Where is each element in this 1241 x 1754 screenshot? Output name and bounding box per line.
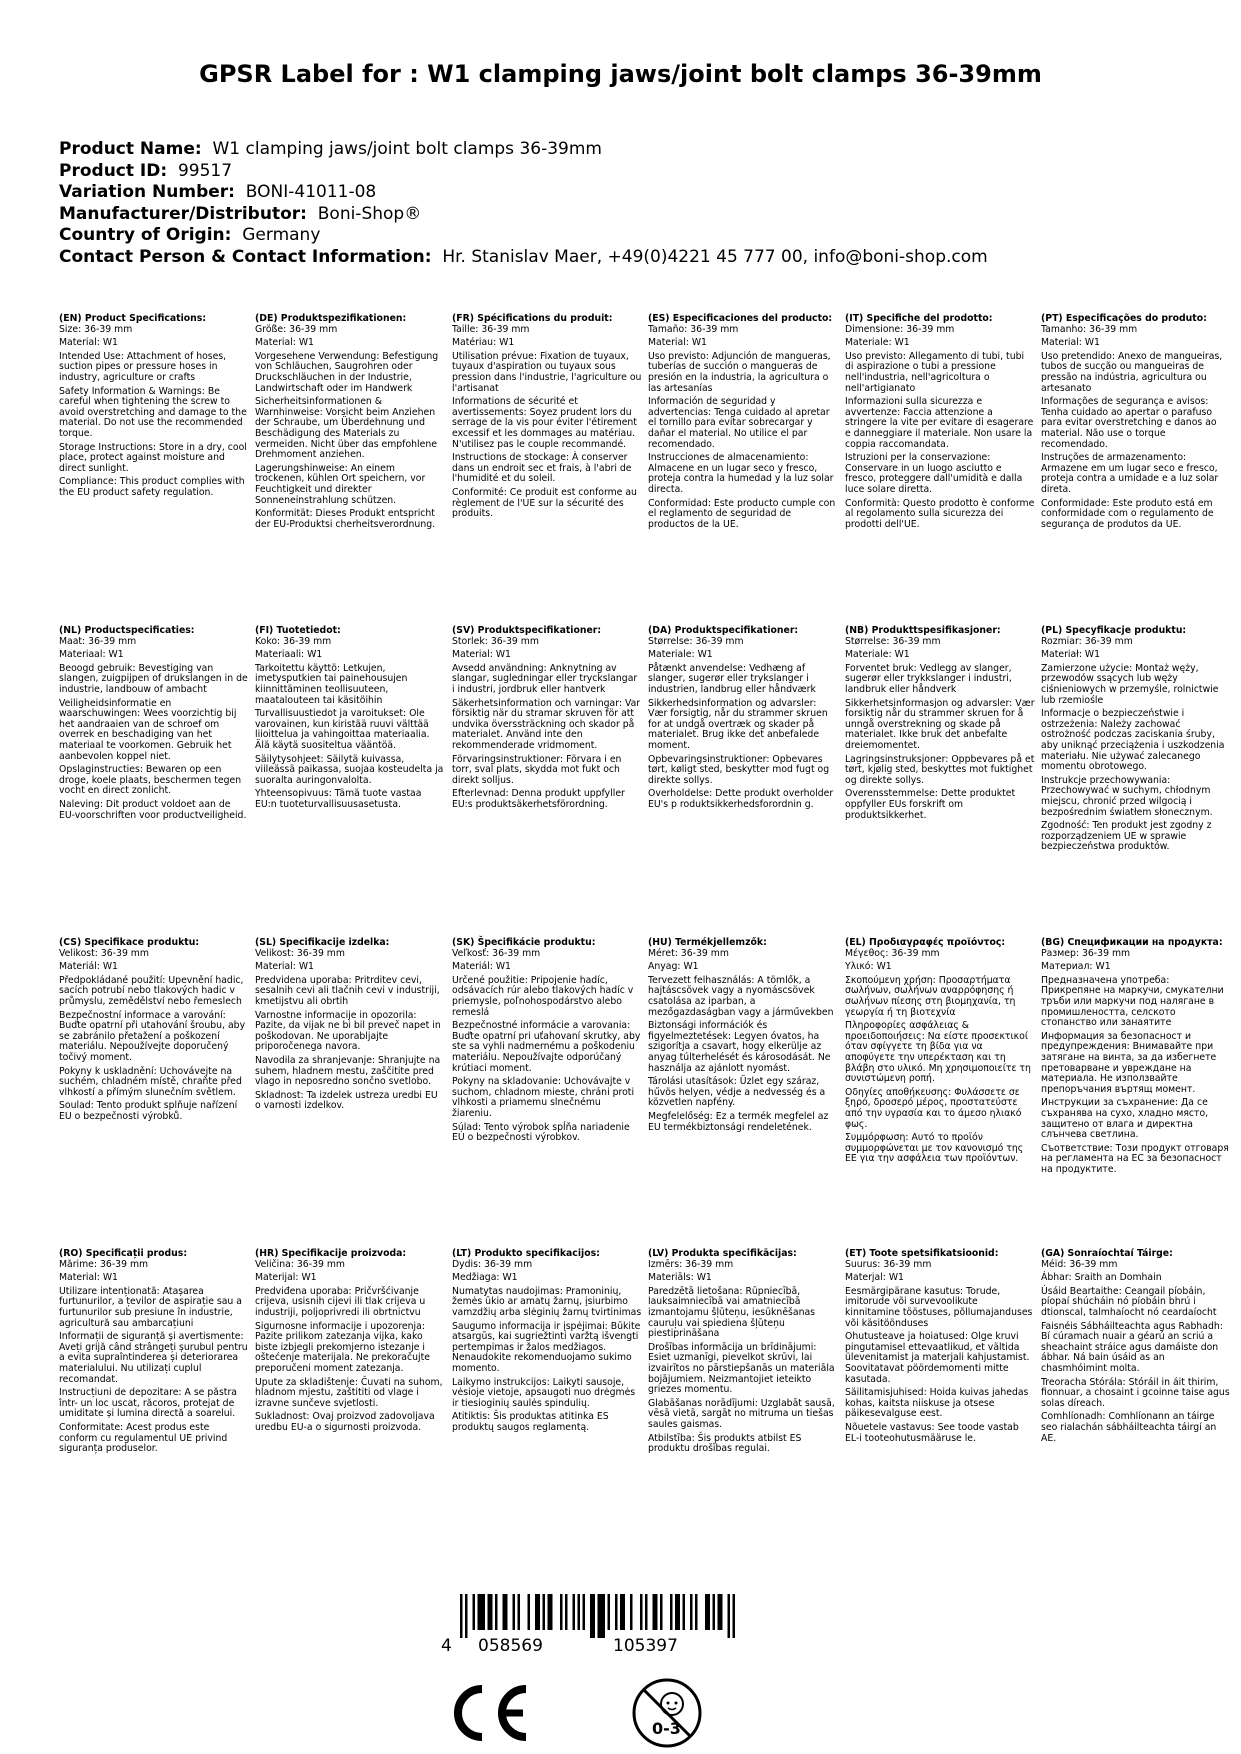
spec-paragraph: Comhlíonadh: Comhlíonann an táirge seo rialachán sábháilteachta táirgí an AE. <box>1041 1411 1217 1444</box>
spec-block <box>255 1249 445 1437</box>
barcode-bar <box>670 1594 673 1630</box>
barcode-bar <box>560 1594 563 1630</box>
spec-paragraph: Conformità: Questo prodotto è conforme al regolamento sulla sicurezza dei prodotti dell'UE. <box>845 497 1035 530</box>
spec-paragraph: Navodila za shranjevanje: Shranjujte na suhem, hladnem mestu, zaščitite pred vlago in neposredno sončno svetlobo. <box>255 1054 441 1088</box>
barcode-digits-right: 105397 <box>613 1636 678 1656</box>
spec-paragraph: Material: W1 <box>59 337 118 349</box>
spec-paragraph: Pokyny k uskladnění: Uchovávejte na suchém, chladném místě, chraňte před vlhkostí a přímým slunečním světlem. <box>59 1065 242 1098</box>
spec-paragraph: Μέγεθος: 36-39 mm <box>845 947 940 959</box>
barcode-bar <box>488 1594 493 1630</box>
barcode-bar <box>518 1594 521 1630</box>
spec-paragraph: Atbilstība: Šis produkts atbilst ES produktu drošības regulai. <box>648 1432 802 1455</box>
spec-block <box>1041 626 1231 856</box>
spec-block <box>255 314 445 533</box>
spec-paragraph: Paredzētā lietošana: Rūpniecībā, lauksaimniecībā vai amatniecībā izmantojamu šļūteņu, iesūknēšanas cauruļu vai spiediena šļūteņu piestiprināšana <box>648 1285 816 1340</box>
spec-paragraph: Atitiktis: Šis produktas atitinka ES produktų saugos reglamentą. <box>452 1411 609 1433</box>
spec-paragraph: Bezpečnostní informace a varování: Buďte opatrní při utahování šroubu, aby se zabránilo přetažení a poškození materiálu. Nepoužívejte doporučený točivý moment. <box>59 1009 246 1063</box>
spec-paragraph: Safety Information & Warnings: Be careful when tightening the screw to avoid overstretching and damage to the material. Do not use the recommended torque. <box>59 385 247 439</box>
spec-paragraph: Varnostne informacije in opozorila: Pazite, da vijak ne bi bil preveč napet in poškodovan. Ne uporabljajte priporočenega navora. <box>255 1009 441 1053</box>
spec-paragraph: Avsedd användning: Anknytning av slangar, sugledningar eller tryckslangar i industri, jordbruk eller hantverk <box>452 662 638 695</box>
spec-paragraph: Dydis: 36-39 mm <box>452 1258 533 1270</box>
spec-paragraph: Instructions de stockage: À conserver dans un endroit sec et frais, à l'abri de l'humidité et du soleil. <box>452 452 632 485</box>
spec-block <box>255 626 445 814</box>
spec-paragraph: Glabāšanas norādījumi: Uzglabāt sausā, vēsā vietā, sargāt no mitruma un tiešas saules gaismas. <box>648 1397 835 1430</box>
spec-paragraph: Eesmärgipärane kasutus: Torude, imitorude või survevoolikute kinnitamine tööstuses, põllumajanduses või käsitöönduses <box>845 1285 1033 1329</box>
barcode-bar <box>495 1594 498 1630</box>
barcode-bar <box>473 1594 476 1630</box>
spec-heading: (PT) Especificações do produto: <box>1041 313 1207 324</box>
spec-paragraph: Treoracha Stórála: Stóráil in áit thirim, fionnuar, a chosaint i gcoinne taise agus solas díreach. <box>1041 1376 1230 1409</box>
spec-paragraph: Yhteensopivuus: Tämä tuote vastaa EU:n tuoteturvallisuusasetusta. <box>255 788 422 810</box>
spec-heading: (EL) Προδιαγραφές προϊόντος: <box>845 937 1006 948</box>
spec-heading: (GA) Sonraíochtaí Táirge: <box>1041 1248 1173 1259</box>
spec-paragraph: Información de seguridad y advertencias: Tenga cuidado al apretar el tornillo para evitar sobrecargar y dañar el material. No utilice el par recomendado. <box>648 396 830 450</box>
spec-paragraph: Størrelse: 36-39 mm <box>648 635 744 647</box>
spec-paragraph: Súlad: Tento výrobok spĺňa nariadenie EÚ o bezpečnosti výrobkov. <box>452 1121 630 1144</box>
spec-heading: (ET) Toote spetsifikatsioonid: <box>845 1248 999 1259</box>
spec-heading: (BG) Спецификации на продукта: <box>1041 937 1223 948</box>
barcode-bar <box>733 1594 736 1638</box>
page-title: GPSR Label for : W1 clamping jaws/joint bolt clamps 36-39mm <box>199 60 1042 88</box>
spec-block <box>845 626 1035 824</box>
spec-paragraph: Conformidad: Este producto cumple con el reglamento de seguridad de productos de la UE. <box>648 497 836 530</box>
info-contact: Contact Person & Contact Information: Hr. Stanislav Maer, +49(0)4221 45 777 00, info@boni-shop.com <box>59 246 988 267</box>
spec-paragraph: Veľkosť: 36-39 mm <box>452 947 541 959</box>
spec-paragraph: Conformidade: Este produto está em conformidade com o regulamento de segurança de produtos da UE. <box>1041 497 1214 530</box>
spec-paragraph: Koko: 36-39 mm <box>255 635 332 647</box>
spec-paragraph: Opslaginstructies: Bewaren op een droge, koele plaats, beschermen tegen vocht en direct zonlicht. <box>59 764 242 797</box>
spec-paragraph: Sicherheitsinformationen & Warnhinweise: Vorsicht beim Anziehen der Schraube, um Überdehnung und Beschädigung des Materials zu vermeiden. Nicht über das empfohlene Drehmoment anziehen. <box>255 396 437 461</box>
spec-heading: (FR) Spécifications du produit: <box>452 313 613 324</box>
spec-heading: (HU) Termékjellemzők: <box>648 937 767 948</box>
barcode-bar <box>583 1594 586 1630</box>
barcode-bar <box>465 1594 468 1638</box>
spec-paragraph: Compliance: This product complies with the EU product safety regulation. <box>59 476 245 498</box>
spec-paragraph: Matériau: W1 <box>452 337 515 349</box>
spec-paragraph: Størrelse: 36-39 mm <box>845 635 941 647</box>
spec-paragraph: Size: 36-39 mm <box>59 323 133 335</box>
barcode-bar <box>620 1594 625 1630</box>
barcode-bar <box>503 1594 508 1630</box>
spec-paragraph: Materiał: W1 <box>1041 649 1101 661</box>
spec-paragraph: Veličina: 36-39 mm <box>255 1258 345 1270</box>
spec-heading: (LT) Produkto specifikacijos: <box>452 1248 600 1259</box>
spec-block <box>648 938 838 1136</box>
barcode-bar <box>640 1594 643 1630</box>
barcode-bar <box>528 1594 531 1630</box>
spec-paragraph: Uso pretendido: Anexo de mangueiras, tubos de sucção ou mangueiras de pressão na indústria, agricultura ou artesanato <box>1041 350 1223 394</box>
spec-paragraph: Uso previsto: Allegamento di tubi, tubi di aspirazione o tubi a pressione nell'industria, nell'agricoltura o nell'artigianato <box>845 350 1025 394</box>
spec-paragraph: Ábhar: Sraith an Domhain <box>1041 1272 1162 1284</box>
spec-block <box>452 1249 642 1437</box>
spec-paragraph: Storage Instructions: Store in a dry, cool place, protect against moisture and direct sunlight. <box>59 441 247 474</box>
spec-paragraph: Overensstemmelse: Dette produktet oppfyller EUs forskrift om produktsikkerhet. <box>845 788 1016 821</box>
spec-paragraph: Efterlevnad: Denna produkt uppfyller EU:s produktsäkerhetsförordning. <box>452 788 625 810</box>
spec-paragraph: Größe: 36-39 mm <box>255 323 338 335</box>
spec-paragraph: Předpokládané použití: Upevnění hadic, sacích potrubí nebo tlakových hadic v průmyslu, zemědělství nebo řemeslech <box>59 974 244 1007</box>
spec-heading: (SL) Specifikacije izdelka: <box>255 937 390 948</box>
spec-paragraph: Instrucciones de almacenamiento: Almacene en un lugar seco y fresco, proteja contra la humedad y la luz solar directa. <box>648 452 834 495</box>
spec-paragraph: Úsáid Beartaithe: Ceangail píobáin, píopaí shúcháin nó píobáin bhrú i dtionscal, talmhaíocht nó ceardaíocht <box>1041 1285 1217 1318</box>
spec-paragraph: Οδηγίες αποθήκευσης: Φυλάσσετε σε ξηρό, δροσερό μέρος, προστατεύστε από την υγρασία και το άμεσο ηλιακό φως. <box>845 1086 1022 1130</box>
spec-paragraph: Conformité: Ce produit est conforme au règlement de l'UE sur la sécurité des produits. <box>452 486 637 520</box>
spec-heading: (PL) Specyfikacje produktu: <box>1041 625 1187 636</box>
info-product-id: Product ID: 99517 <box>59 160 233 181</box>
spec-heading: (NB) Produkttspesifikasjoner: <box>845 625 1001 636</box>
spec-paragraph: Saugumo informacija ir įspėjimai: Būkite atsargūs, kai sugriežtinti varžtą išvengti pertempimas ir žalos medžiagos. Nenaudokite rekomenduojamo sukimo momento. <box>452 1320 641 1374</box>
spec-paragraph: Materiale: W1 <box>845 649 910 661</box>
spec-paragraph: Méret: 36-39 mm <box>648 947 729 959</box>
spec-paragraph: Informazioni sulla sicurezza e avvertenze: Faccia attenzione a stringere la vite per evitare di esagerare e danneggiare il materiale. Non usare la coppia raccomandata. <box>845 396 1034 450</box>
spec-block <box>452 938 642 1147</box>
ce-mark-icon <box>452 1684 532 1742</box>
spec-paragraph: Tárolási utasítások: Üzlet egy száraz, hűvös helyen, védje a nedvesség és a közvetlen napfény. <box>648 1076 826 1109</box>
barcode-bar <box>565 1594 568 1630</box>
spec-paragraph: Soulad: Tento produkt splňuje nařízení EU o bezpečnosti výrobků. <box>59 1100 238 1122</box>
spec-paragraph: Förvaringsinstruktioner: Förvara i en torr, sval plats, skydda mot fukt och direkt solljus. <box>452 753 622 786</box>
spec-paragraph: Предназначена употреба: Прикрепяне на маркучи, смукателни тръби или маркучи под налягане в промишлеността, селското стопанство или занаятите <box>1041 974 1224 1029</box>
spec-paragraph: Ohutusteave ja hoiatused: Olge kruvi pingutamisel ettevaatlikud, et vältida ülevenitamist ja materjali kahjustamist. Soovitatavat pöördemomenti mitte kasutada. <box>845 1331 1030 1385</box>
spec-paragraph: Biztonsági információk és figyelmeztetések: Legyen óvatos, ha szigorítja a csavart, hogy elkerülje az anyag túlterhelését és károsodását. Ne használja az ajánlott nyomást. <box>648 1020 831 1074</box>
spec-paragraph: Velikost: 36-39 mm <box>59 947 149 959</box>
spec-paragraph: Materiaali: W1 <box>255 649 323 661</box>
spec-heading: (HR) Specifikacije proizvoda: <box>255 1248 407 1259</box>
barcode-digit-prefix: 4 <box>441 1636 452 1656</box>
spec-paragraph: Upute za skladištenje: Čuvati na suhom, hladnom mjestu, zaštititi od vlage i izravne sunčeve svjetlosti. <box>255 1376 443 1409</box>
spec-paragraph: Turvallisuustiedot ja varoitukset: Ole varovainen, kun kiristää ruuvi välttää liioittelua ja vahingoittaa materiaalia. Älä käytä suositeltua vääntöä. <box>255 708 430 751</box>
spec-paragraph: Mărime: 36-39 mm <box>59 1258 149 1270</box>
spec-paragraph: Predvidena uporaba: Pritrditev cevi, sesalnih cevi ali tlačnih cevi v industriji, kmetijstvu ali obrtih <box>255 974 440 1007</box>
spec-block <box>255 938 445 1115</box>
spec-paragraph: Medžiaga: W1 <box>452 1272 518 1284</box>
barcode-bar <box>513 1594 516 1630</box>
spec-paragraph: Informacje o bezpieczeństwie i ostrzeżenia: Należy zachować ostrożność podczas zaciskania śruby, aby uniknąć przeciążenia i uszkodzenia materiału. Nie używać zalecanego momentu obrotowego. <box>1041 708 1225 773</box>
spec-paragraph: Intended Use: Attachment of hoses, suction pipes or pressure hoses in industry, agriculture or crafts <box>59 350 227 383</box>
spec-paragraph: Faisnéis Sábháilteachta agus Rabhadh: Bí cúramach nuair a géarú an scriú a sheachaint stráice agus damáiste don ábhar. Ná bain úsáid as an chasmhóimint molta. <box>1041 1320 1223 1374</box>
spec-paragraph: Påtænkt anvendelse: Vedhæng af slanger, sugerør eller trykslanger i industrien, landbrug eller håndværk <box>648 662 816 695</box>
spec-paragraph: Utilizare intenționată: Atașarea furtunurilor, a țevilor de aspirație sau a furtunurilor sub presiune în industrie, agricultură sau ambarcațiuni <box>59 1285 242 1329</box>
spec-paragraph: Material: W1 <box>255 961 314 973</box>
spec-heading: (ES) Especificaciones del producto: <box>648 313 833 324</box>
barcode-bar <box>653 1594 658 1630</box>
spec-paragraph: Suurus: 36-39 mm <box>845 1258 932 1270</box>
spec-paragraph: Numatytas naudojimas: Pramoninių, žemės ūkio ar amatų žarnų, įsiurbimo vamzdžių arba slėginių žarnų tvirtinimas <box>452 1285 642 1318</box>
spec-paragraph: Materjal: W1 <box>845 1272 904 1284</box>
spec-block <box>59 938 249 1126</box>
barcode-bar <box>460 1594 463 1638</box>
spec-paragraph: Tarkoitettu käyttö: Letkujen, imetysputkien tai painehousujen kiinnittäminen teollisuuteen, maatalouteen tai käsitöihin <box>255 662 408 706</box>
spec-paragraph: Taille: 36-39 mm <box>452 323 530 335</box>
spec-paragraph: Méid: 36-39 mm <box>1041 1258 1118 1270</box>
barcode-bar <box>645 1594 648 1630</box>
spec-paragraph: Съответствие: Този продукт отговаря на регламента на ЕС за безопасност на продуктите. <box>1041 1142 1229 1175</box>
spec-block <box>648 314 838 533</box>
spec-heading: (LV) Produkta specifikācijas: <box>648 1248 797 1259</box>
spec-paragraph: Velikost: 36-39 mm <box>255 947 345 959</box>
spec-paragraph: Opbevaringsinstruktioner: Opbevares tørt, køligt sted, beskytter mod fugt og direkte sollys. <box>648 753 830 786</box>
barcode-bar <box>615 1594 618 1630</box>
spec-paragraph: Σκοπούμενη χρήση: Προσαρτήματα σωλήνων, σωλήνων αναρρόφησης ή σωλήνων πίεσης στη βιομηχανία, τη γεωργία ή τη βιοτεχνία <box>845 974 1016 1018</box>
barcode-bar <box>690 1594 693 1630</box>
spec-paragraph: Uso previsto: Adjunción de mangueras, tuberías de succión o mangueras de presión en la industria, la agricultura o las artesanías <box>648 350 831 394</box>
spec-paragraph: Material: W1 <box>648 337 707 349</box>
spec-paragraph: Lagerungshinweise: An einem trockenen, kühlen Ort speichern, vor Feuchtigkeit und direkter Sonneneinstrahlung schützen. <box>255 462 426 506</box>
spec-paragraph: Πληροφορίες ασφάλειας & προειδοποιήσεις: Να είστε προσεκτικοί όταν σφίγγετε τη βίδα για να αποφύγετε την υπερέκταση και τη βλάβη στο υλικό. Μη χρησιμοποιείτε τη συνιστώμενη ροπή. <box>845 1020 1031 1085</box>
spec-paragraph: Drošības informācija un brīdinājumi: Esiet uzmanīgi, pievelkot skrūvi, lai izvairītos no pārstiepšanās un materiāla bojājumiem. Neizmantojiet ieteikto griezes momentu. <box>648 1341 835 1396</box>
spec-paragraph: Инструкции за съхранение: Да се съхранява на сухо, хладно място, защитено от влага и директна слънчева светлина. <box>1041 1097 1209 1141</box>
barcode-bar <box>728 1594 731 1638</box>
spec-paragraph: Tervezett felhasználás: A tömlők, a hajtáscsövek vagy a nyomáscsövek csatolása az iparban, a mezőgazdaságban vagy a járművekben <box>648 974 834 1018</box>
spec-paragraph: Istruzioni per la conservazione: Conservare in un luogo asciutto e fresco, proteggere dall'umidità e dalla luce solare diretta. <box>845 452 1023 495</box>
spec-paragraph: Forventet bruk: Vedlegg av slanger, sugerør eller trykkslanger i industri, landbruk eller håndverk <box>845 662 1012 695</box>
spec-paragraph: Materiāls: W1 <box>648 1272 712 1284</box>
spec-paragraph: Lagringsinstruksjoner: Oppbevares på et tørt, kjølig sted, beskyttes mot fuktighet og direkte sollys. <box>845 753 1035 786</box>
spec-paragraph: Instrukcje przechowywania: Przechowywać w suchym, chłodnym miejscu, chronić przed wilgocią i bezpośrednim światłem słonecznym. <box>1041 774 1213 818</box>
spec-heading: (DE) Produktspezifikationen: <box>255 313 407 324</box>
age-warning-0-3-icon <box>630 1676 704 1750</box>
barcode-bar <box>598 1594 606 1638</box>
barcode-bar <box>705 1594 710 1630</box>
spec-paragraph: Säilitamisjuhised: Hoida kuivas jahedas kohas, kaitsta niiskuse ja otsese päikesevalguse eest. <box>845 1387 1029 1420</box>
barcode-bar <box>713 1594 716 1630</box>
spec-paragraph: Υλικό: W1 <box>845 961 892 973</box>
spec-paragraph: Tamanho: 36-39 mm <box>1041 323 1138 335</box>
barcode-bar <box>683 1594 686 1630</box>
spec-paragraph: Conformitate: Acest produs este conform cu regulamentul UE privind siguranța produselor. <box>59 1421 228 1455</box>
spec-paragraph: Размер: 36-39 mm <box>1041 947 1131 959</box>
barcode-bar <box>478 1594 486 1630</box>
info-country-of-origin: Country of Origin: Germany <box>59 225 321 245</box>
spec-paragraph: Megfelelőség: Ez a termék megfelel az EU termékbiztonsági rendeletének. <box>648 1110 829 1133</box>
spec-paragraph: Naleving: Dit product voldoet aan de EU-voorschriften voor productveiligheid. <box>59 798 247 821</box>
spec-paragraph: Materiale: W1 <box>648 649 713 661</box>
spec-paragraph: Material: W1 <box>1041 337 1100 349</box>
spec-block <box>648 626 838 814</box>
barcode-bar <box>660 1594 663 1630</box>
spec-paragraph: Utilisation prévue: Fixation de tuyaux, tuyaux d'aspiration ou tuyaux sous pression dans l'industrie, l'agriculture ou l'artisanat <box>452 350 642 394</box>
ean-barcode <box>440 1594 740 1638</box>
spec-paragraph: Rozmiar: 36-39 mm <box>1041 635 1133 647</box>
spec-paragraph: Bezpečnostné informácie a varovania: Buďte opatrní pri uťahovaní skrutky, aby ste sa vyhli nadmernému a poškodeniu materiálu. Nepoužívajte odporúčaný krútiaci moment. <box>452 1020 641 1074</box>
spec-paragraph: Materijal: W1 <box>255 1272 317 1284</box>
barcode-bar <box>695 1594 698 1630</box>
spec-paragraph: Materiale: W1 <box>845 337 910 349</box>
barcode-bar <box>718 1594 723 1630</box>
spec-paragraph: Skladnost: Ta izdelek ustreza uredbi EU o varnosti izdelkov. <box>255 1089 438 1112</box>
spec-block <box>452 626 642 814</box>
spec-heading: (CS) Specifikace produktu: <box>59 937 200 948</box>
spec-block <box>59 626 249 824</box>
spec-paragraph: Anyag: W1 <box>648 961 699 973</box>
barcode-bar <box>543 1594 546 1630</box>
spec-paragraph: Predviđena uporaba: Pričvršćivanje crijeva, usisnih cijevi ili tlak crijeva u industriji, poljoprivredi ili obrtnictvu <box>255 1285 426 1318</box>
spec-paragraph: Nõuetele vastavus: See toode vastab EL-i tooteohutusmääruse le. <box>845 1421 1019 1444</box>
spec-block <box>845 314 1035 533</box>
barcode-bar <box>590 1594 595 1638</box>
spec-paragraph: Instrucțiuni de depozitare: A se păstra într- un loc uscat, răcoros, protejat de umiditate și lumina directă a soarelui. <box>59 1387 237 1420</box>
barcode-bar <box>573 1594 576 1630</box>
spec-paragraph: Zgodność: Ten produkt jest zgodny z rozporządzeniem UE w sprawie bezpieczeństwa produktów. <box>1041 820 1212 853</box>
spec-heading: (DA) Produktspecifikationer: <box>648 625 799 636</box>
spec-paragraph: Material: W1 <box>59 1272 118 1284</box>
spec-paragraph: Storlek: 36-39 mm <box>452 635 539 647</box>
spec-paragraph: Sikkerhetsinformasjon og advarsler: Vær forsiktig når du strammer skruen for å unngå overstrekning og skade på materialet. Ikke bruk det anbefalte dreiemomentet. <box>845 697 1035 751</box>
spec-paragraph: Säkerhetsinformation och varningar: Var försiktig när du stramar skruven för att undvika överssträckning och skador på materialet. Använd inte den rekommenderade vridmoment. <box>452 697 641 751</box>
spec-block <box>1041 938 1231 1178</box>
spec-paragraph: Информация за безопасност и предупреждения: Внимавайте при затягане на винта, за да избегнете претоварване и увреждане на материала. Не използвайте препоръчания въртящ момент. <box>1041 1030 1217 1095</box>
spec-heading: (SV) Produktspecifikationer: <box>452 625 602 636</box>
spec-block <box>1041 314 1231 533</box>
spec-paragraph: Материал: W1 <box>1041 961 1111 973</box>
barcode-bar <box>630 1594 633 1630</box>
spec-paragraph: Určené použitie: Pripojenie hadíc, odsávacích rúr alebo tlakových hadíc v priemysle, poľnohospodárstvo alebo remeslá <box>452 974 634 1018</box>
spec-paragraph: Informações de segurança e avisos: Tenha cuidado ao apertar o parafuso para evitar overstretching e danos ao material. Não use o torque recomendado. <box>1041 396 1217 450</box>
spec-paragraph: Vorgesehene Verwendung: Befestigung von Schläuchen, Saugrohren oder Druckschläuchen in der Industrie, Landwirtschaft oder im Handwerk <box>255 350 439 394</box>
spec-paragraph: Material: W1 <box>255 337 314 349</box>
info-product-name: Product Name: W1 clamping jaws/joint bolt clamps 36-39mm <box>59 139 602 159</box>
spec-heading: (IT) Specifiche del prodotto: <box>845 313 993 324</box>
spec-paragraph: Informații de siguranță și avertismente: Aveți grijă când strângeți șurubul pentru a evita supraîntinderea și deteriorarea materialului. Nu utilizați cuplul recomandat. <box>59 1331 248 1385</box>
spec-paragraph: Sukladnost: Ovaj proizvod zadovoljava uredbu EU-a o sigurnosti proizvoda. <box>255 1411 435 1433</box>
spec-heading: (NL) Productspecificaties: <box>59 625 195 636</box>
spec-paragraph: Zamierzone użycie: Montaż węży, przewodów ssących lub węży ciśnieniowych w przemyśle, rolnictwie lub rzemiośle <box>1041 662 1219 706</box>
spec-paragraph: Materiál: W1 <box>452 961 511 973</box>
info-variation-number: Variation Number: BONI-41011-08 <box>59 182 377 202</box>
spec-block <box>1041 1249 1231 1447</box>
spec-paragraph: Informations de sécurité et avertissements: Soyez prudent lors du serrage de la vis pour éviter l'étirement excessif et les dommages au matériau. N'utilisez pas le couple recommandé. <box>452 396 637 450</box>
spec-paragraph: Dimensione: 36-39 mm <box>845 323 955 335</box>
info-manufacturer: Manufacturer/Distributor: Boni-Shop® <box>59 203 422 224</box>
spec-paragraph: Laikymo instrukcijos: Laikyti sausoje, vėsioje vietoje, apsaugoti nuo drėgmės ir tiesioginių saulės spindulių. <box>452 1376 636 1409</box>
spec-paragraph: Tamaño: 36-39 mm <box>648 323 739 335</box>
spec-paragraph: Konformität: Dieses Produkt entspricht der EU-Produktsi cherheitsverordnung. <box>255 508 436 530</box>
spec-heading: (SK) Špecifikácie produktu: <box>452 937 596 948</box>
spec-block <box>59 1249 249 1458</box>
spec-paragraph: Overholdelse: Dette produkt overholder EU's p roduktsikkerhedsforordnin g. <box>648 788 834 810</box>
barcode-bar <box>578 1594 581 1630</box>
barcode-bar <box>548 1594 553 1630</box>
spec-block <box>452 314 642 523</box>
spec-heading: (FI) Tuotetiedot: <box>255 625 341 636</box>
spec-heading: (EN) Product Specifications: <box>59 313 207 324</box>
spec-paragraph: Materiaal: W1 <box>59 649 124 661</box>
spec-block <box>845 1249 1035 1447</box>
spec-paragraph: Beoogd gebruik: Bevestiging van slangen, zuigpijpen of drukslangen in de industrie, landbouw of ambacht <box>59 662 248 695</box>
spec-paragraph: Materiál: W1 <box>59 961 118 973</box>
barcode-bar <box>535 1594 540 1630</box>
spec-paragraph: Pokyny na skladovanie: Uchovávajte v suchom, chladnom mieste, chráni proti vlhkosti a priamemu slnečnému žiareniu. <box>452 1076 635 1119</box>
spec-paragraph: Sikkerhedsinformation og advarsler: Vær forsigtig, når du strammer skruen for at undgå overtræk og skader på materialet. Brug ikke det anbefalede moment. <box>648 697 828 751</box>
spec-paragraph: Maat: 36-39 mm <box>59 635 137 647</box>
spec-paragraph: Säilytysohjeet: Säilytä kuivassa, viileässä paikassa, suojaa kosteudelta ja suoralta auringonvalolta. <box>255 753 444 786</box>
spec-paragraph: Material: W1 <box>452 649 511 661</box>
spec-paragraph: Veiligheidsinformatie en waarschuwingen: Wees voorzichtig bij het aandraaien van de schroef om overrek en beschadiging van het materiaal te voorkomen. Gebruik het aanbevolen koppel niet. <box>59 697 237 762</box>
barcode-bar <box>675 1594 680 1630</box>
spec-block <box>648 1249 838 1458</box>
product-info <box>59 139 988 268</box>
svg-text:0-3: 0-3 <box>652 1719 681 1738</box>
barcode-digits-left: 058569 <box>478 1636 543 1656</box>
spec-heading: (RO) Specificații produs: <box>59 1248 188 1259</box>
spec-paragraph: Συμμόρφωση: Αυτό το προϊόν συμμορφώνεται με τον κανονισμό της ΕΕ για την ασφάλεια των προϊόντων. <box>845 1132 1024 1165</box>
spec-block <box>59 314 249 502</box>
spec-paragraph: Sigurnosne informacije i upozorenja: Pazite prilikom zatezanja vijka, kako biste izbjegli prekomjerno istezanje i oštećenje materijala. Ne prekoračujte preporučeni moment zatezanja. <box>255 1320 430 1374</box>
spec-block <box>845 938 1035 1168</box>
barcode-bar <box>608 1594 611 1630</box>
spec-paragraph: Instruções de armazenamento: Armazene em um lugar seco e fresco, proteja contra a umidade e a luz solar direta. <box>1041 452 1219 495</box>
spec-paragraph: Izmērs: 36-39 mm <box>648 1258 734 1270</box>
